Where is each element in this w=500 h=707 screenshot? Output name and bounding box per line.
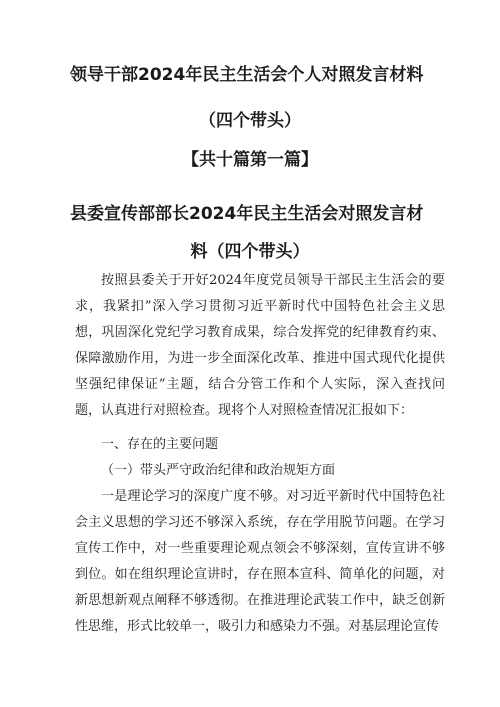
intro-section xyxy=(75,268,445,424)
document-title-suffix: （四个带头） xyxy=(199,111,301,131)
article-title-continuation: 料（四个带头） xyxy=(190,242,310,262)
intro-paragraph: 按照县委关于开好2024年度党员领导干部民主生活会的要求，我紧扣”深入学习贯彻习近平新时代中国特色社会主义思想，巩固深化党纪学习教育成果，综合发挥党的纪律教育约束、保障激励作用，为进一步全面深化改革、推进中国式现代化提供坚强纪律保证”主题，结合分管工作和个人实际，深入查找问题，认真进行对照检查。现将个人对照检查情况汇报如下： xyxy=(75,273,445,418)
series-label: 【共十篇第一篇】 xyxy=(182,150,318,170)
subsection-heading: （一）带头严守政治纪律和政治规矩方面 xyxy=(101,463,336,478)
section-heading: 一、存在的主要问题 xyxy=(101,437,219,452)
body-paragraph: 一是理论学习的深度广度不够。对习近平新时代中国特色社会主义思想的学习还不够深入系统，存在学用脱节问题。在学习宣传工作中，对一些重要理论观点领会不够深刻，宣传宣讲不够到位。如在组织理论宣讲时，存在照本宣科、简单化的问题，对新思想新观点阐释不够透彻。在推进理论武装工作中，缺乏创新性思维，形式比较单一，吸引力和感染力不强。对基层理论宣传 xyxy=(75,489,445,634)
article-title: 县委宣传部部长2024年民主生活会对照发言材 xyxy=(70,204,424,224)
document-title: 领导干部2024年民主生活会个人对照发言材料 xyxy=(70,65,424,85)
body-section xyxy=(75,484,445,640)
